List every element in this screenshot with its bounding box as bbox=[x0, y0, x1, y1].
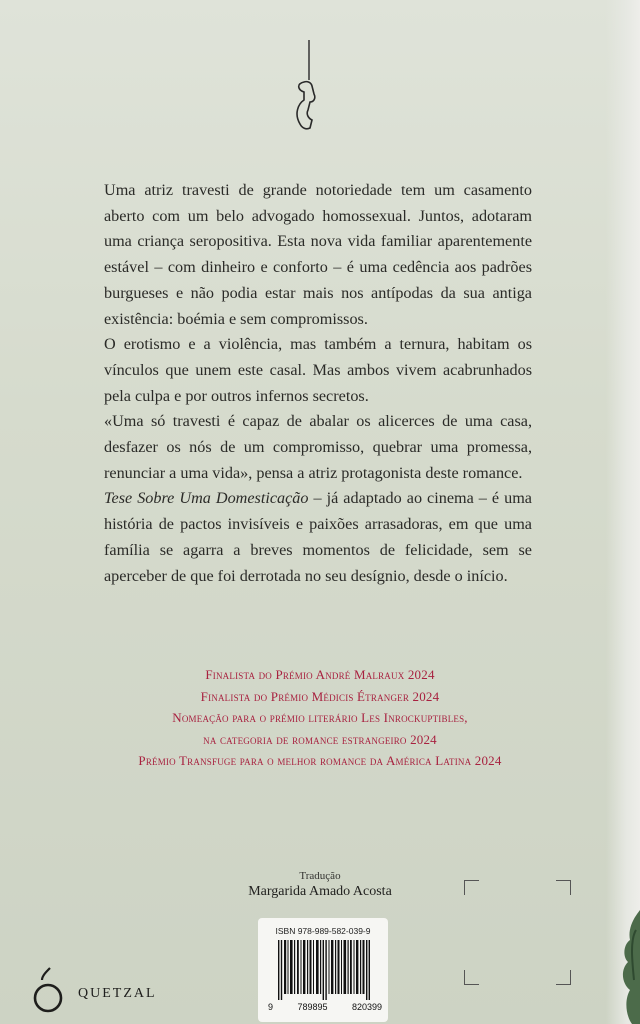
publisher-logo-icon bbox=[30, 966, 66, 1016]
translation-label: Tradução bbox=[299, 870, 341, 882]
synopsis-paragraph-4 bbox=[104, 486, 532, 589]
page-edge bbox=[606, 0, 640, 1024]
frame-corner bbox=[556, 880, 571, 895]
barcode-digit-group-2: 820399 bbox=[351, 1002, 382, 1012]
award-line: Finalista do Prémio André Malraux 2024 bbox=[205, 667, 435, 682]
award-line: Finalista do Prémio Médicis Étranger 2024 bbox=[200, 688, 440, 704]
translator-name: Margarida Amado Acosta bbox=[248, 884, 392, 899]
book-title: Tese Sobre Uma Domesticação bbox=[104, 489, 309, 508]
synopsis bbox=[104, 178, 532, 589]
barcode-digits bbox=[268, 1002, 382, 1012]
barcode-sticker bbox=[258, 918, 388, 1022]
frame-corner bbox=[464, 970, 479, 985]
award-line: na categoria de romance estrangeiro 2024 bbox=[203, 731, 437, 747]
publisher-name: QUETZAL bbox=[78, 986, 157, 1001]
frame-corner bbox=[464, 880, 479, 895]
telephone-handset-icon bbox=[292, 40, 326, 132]
awards-list bbox=[90, 664, 550, 772]
synopsis-paragraph-4-text: – já adaptado ao cinema – é uma história de pactos invisíveis e paixões arrasadoras, em que uma família se agarra a breves momentos de felicidade, sem se aperceber de que foi derrotada no seu desígnio, desde o início. bbox=[104, 489, 532, 585]
synopsis-paragraph-1: Uma atriz travesti de grande notoriedade tem um casamento aberto com um belo advogado homossexual. Juntos, adotaram uma criança seropositiva. Esta nova vida familiar aparentemente estável – com dinheiro e conforto – é uma cedência aos padrões burgueses e não podia estar mais nos antípodas da sua antiga existência: boémia e sem compromissos. bbox=[104, 181, 532, 328]
award-line: Nomeação para o prémio literário Les Inrockuptibles, bbox=[172, 710, 468, 725]
award-line: Prémio Transfuge para o melhor romance da América Latina 2024 bbox=[138, 753, 502, 768]
barcode-digit-group-1: 789895 bbox=[297, 1002, 328, 1012]
barcode-digit-first: 9 bbox=[268, 1002, 274, 1012]
plant-decoration bbox=[612, 900, 640, 1024]
isbn-label: ISBN 978-989-582-039-9 bbox=[275, 926, 371, 936]
synopsis-paragraph-3: «Uma só travesti é capaz de abalar os alicerces de uma casa, desfazer os nós de um compromisso, quebrar uma promessa, renunciar a uma vida», pensa a atriz protagonista deste romance. bbox=[104, 412, 532, 482]
synopsis-paragraph-2: O erotismo e a violência, mas também a ternura, habitam os vínculos que unem este casal. Mas ambos vivem acabrunhados pela culpa e por outros infernos secretos. bbox=[104, 335, 532, 405]
barcode-bars bbox=[278, 940, 370, 1000]
frame-corner bbox=[556, 970, 571, 985]
